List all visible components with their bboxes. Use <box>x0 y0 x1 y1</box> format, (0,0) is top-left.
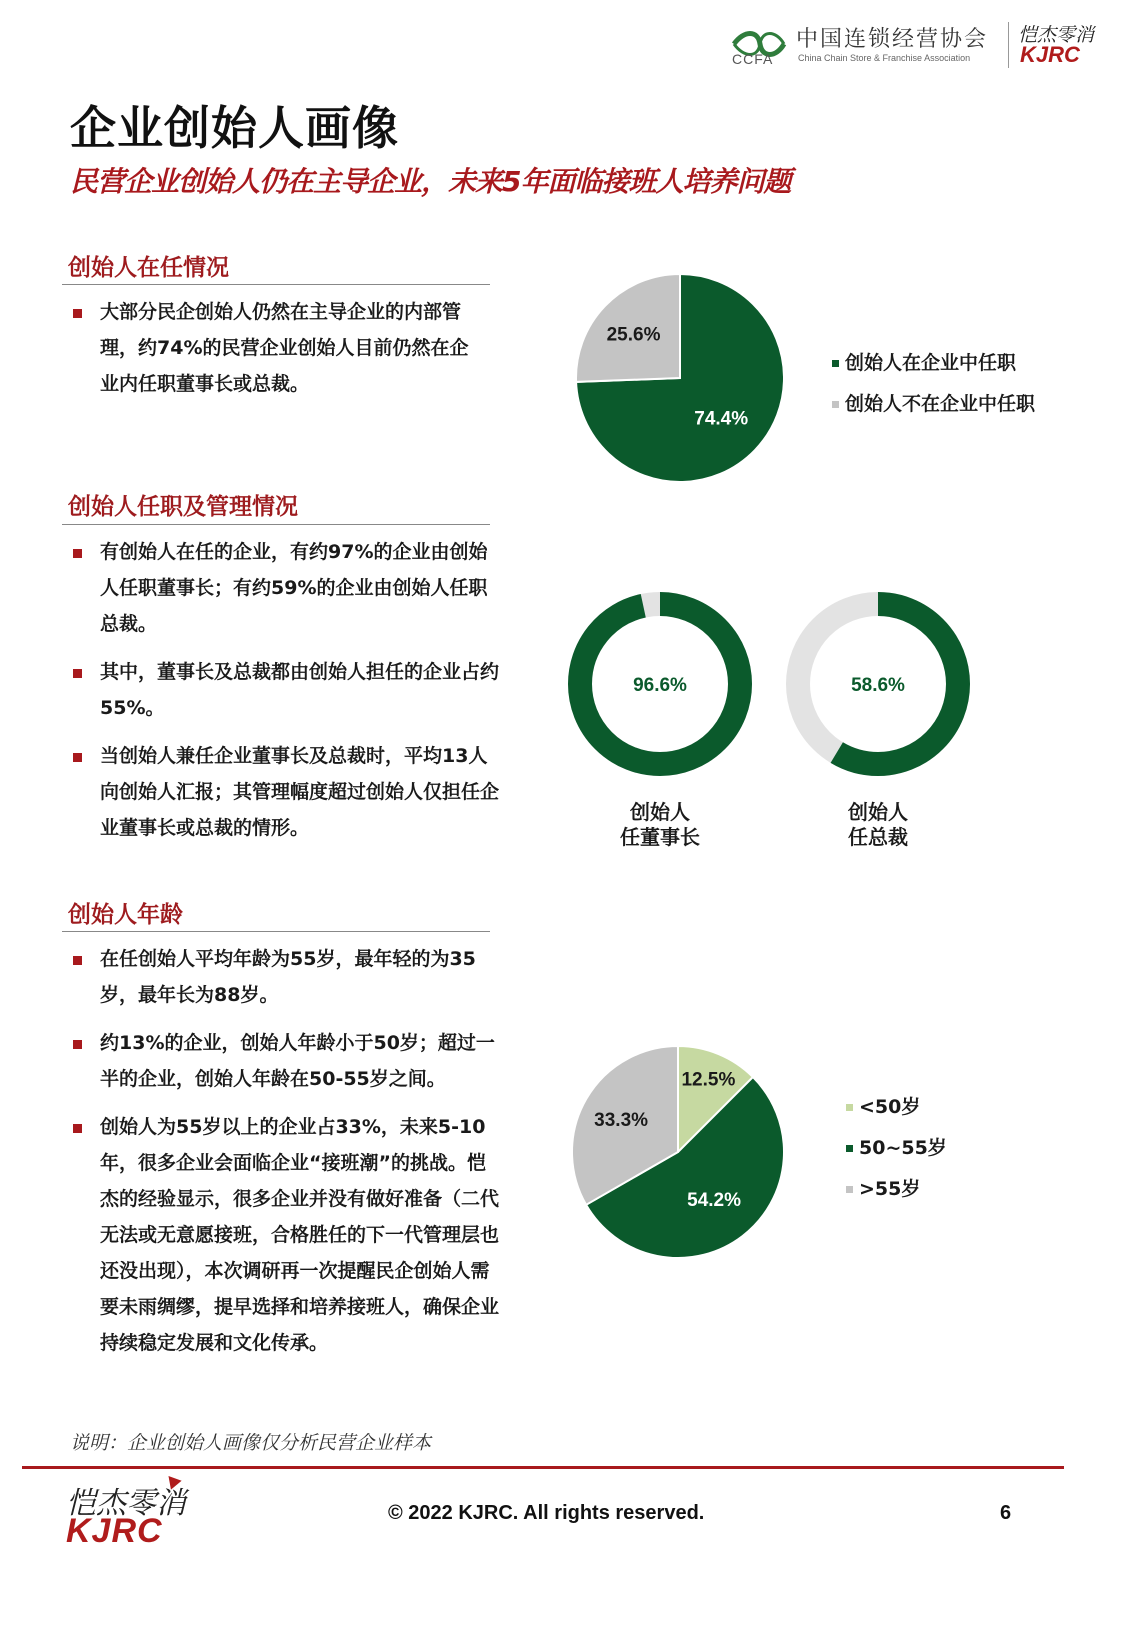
section-heading-management: 创始人任职及管理情况 <box>68 494 298 520</box>
bullet-item: 约13%的企业，创始人年龄小于50岁；超过一半的企业，创始人年龄在50-55岁之间。 <box>70 1025 500 1097</box>
pie-value-label: 54.2% <box>687 1190 742 1212</box>
bullet-item: 在任创始人平均年龄为55岁，最年轻的为35岁，最年长为88岁。 <box>70 941 500 1013</box>
legend-swatch <box>846 1145 853 1152</box>
bullet-item: 当创始人兼任企业董事长及总裁时，平均13人向创始人汇报；其管理幅度超过创始人仅担任企业董事长或总裁的情形。 <box>70 738 500 846</box>
age-legend <box>846 1096 947 1219</box>
legend-swatch <box>832 401 839 408</box>
legend-item-not-in-office <box>832 393 1035 415</box>
ccfa-name-en: China Chain Store & Franchise Association <box>798 53 971 63</box>
chairman-donut-chart <box>560 584 760 784</box>
tenure-legend <box>832 352 1035 434</box>
bullet-list-management <box>70 534 500 858</box>
section-heading-tenure: 创始人在任情况 <box>68 255 229 281</box>
kjrc-logo-footer: KJRC <box>66 1512 163 1550</box>
donut-label-line: 创始人 <box>848 800 908 824</box>
kjrc-logo-small: KJRC <box>1020 42 1080 67</box>
tenure-pie-chart <box>560 268 800 498</box>
pie-value-label: 74.4% <box>694 408 749 430</box>
ceo-donut-chart <box>778 584 978 784</box>
legend-label: <50岁 <box>859 1096 921 1118</box>
pie-value-label: 33.3% <box>594 1110 649 1132</box>
bullet-item: 大部分民企创始人仍然在主导企业的内部管理，约74%的民营企业创始人目前仍然在企业内任职董事长或总裁。 <box>70 294 480 402</box>
chairman-donut-label <box>590 800 730 850</box>
ceo-donut-label <box>808 800 948 850</box>
pie-value-label: 12.5% <box>681 1069 736 1091</box>
legend-item-under-50 <box>846 1096 947 1118</box>
legend-swatch <box>846 1186 853 1193</box>
section-divider <box>62 931 490 932</box>
section-divider <box>62 524 490 525</box>
donut-label-line: 创始人 <box>630 800 690 824</box>
ccfa-abbr: CCFA <box>732 51 774 67</box>
legend-swatch <box>832 360 839 367</box>
legend-item-over-55 <box>846 1178 947 1200</box>
legend-item-in-office <box>832 352 1035 374</box>
section-heading-age: 创始人年龄 <box>68 902 183 928</box>
bullet-item: 其中，董事长及总裁都由创始人担任的企业占约55%。 <box>70 654 500 726</box>
page-number: 6 <box>1000 1502 1012 1524</box>
legend-label: >55岁 <box>859 1178 921 1200</box>
ccfa-name: 中国连锁经营协会 <box>796 27 989 52</box>
legend-label: 创始人在企业中任职 <box>845 352 1017 374</box>
header-logos <box>730 20 1100 70</box>
legend-swatch <box>846 1104 853 1111</box>
section-divider <box>62 284 490 285</box>
logo-divider <box>1008 22 1009 68</box>
bullet-list-age <box>70 941 500 1373</box>
bullet-item: 有创始人在任的企业，有约97%的企业由创始人任职董事长；有约59%的企业由创始人任职总裁。 <box>70 534 500 642</box>
age-pie-chart <box>560 1038 800 1268</box>
copyright: © 2022 KJRC. All rights reserved. <box>388 1502 705 1524</box>
donut-label-line: 任董事长 <box>620 825 700 849</box>
legend-item-50-55 <box>846 1137 947 1159</box>
pie-value-label: 25.6% <box>606 324 661 346</box>
bullet-item: 创始人为55岁以上的企业占33%，未来5-10年，很多企业会面临企业“接班潮”的挑战。恺杰的经验显示，很多企业并没有做好准备（二代无法或无意愿接班，合格胜任的下一代管理层也还没出现），本次调研再一次提醒民企创始人需要未雨绸缪，提早选择和培养接班人，确保企业持续稳定发展和文化传承。 <box>70 1109 500 1361</box>
bullet-list-tenure <box>70 294 480 414</box>
donut-value-label: 58.6% <box>851 675 905 696</box>
donut-label-line: 任总裁 <box>848 825 908 849</box>
kjrc-name-small: 恺杰零消 <box>1018 24 1095 46</box>
footer-divider <box>22 1466 1064 1469</box>
footnote: 说明：企业创始人画像仅分析民营企业样本 <box>70 1432 432 1454</box>
page-title: 企业创始人画像 <box>70 101 399 155</box>
kjrc-name-footer: 恺杰零消 <box>66 1486 186 1521</box>
legend-label: 50~55岁 <box>859 1137 947 1159</box>
donut-value-label: 96.6% <box>633 675 687 696</box>
legend-label: 创始人不在企业中任职 <box>845 393 1036 415</box>
page-subtitle: 民营企业创始人仍在主导企业，未来5年面临接班人培养问题 <box>70 165 791 198</box>
